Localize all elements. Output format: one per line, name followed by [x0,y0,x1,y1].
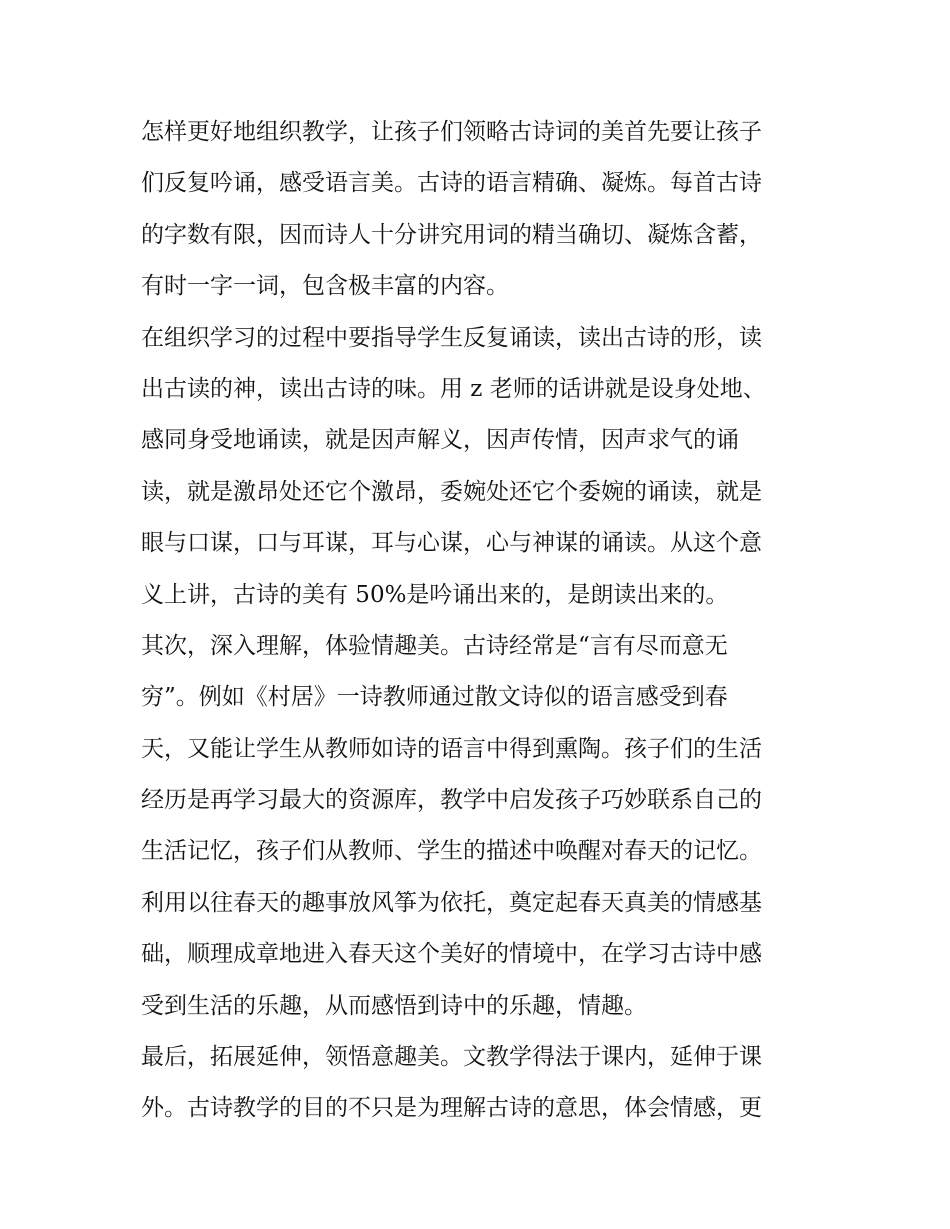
text-line-16: 利用以往春天的趣事放风筝为依托，奠定起春天真美的情感基 [141,889,762,916]
text-line-2: 们反复吟诵，感受语言美。古诗的语言精确、凝炼。每首古诗 [141,170,762,197]
text-line-18: 受到生活的乐趣，从而感悟到诗中的乐趣，情趣。 [141,992,647,1019]
text-line-19: 最后，拓展延伸，领悟意趣美。文教学得法于课内，延伸于课 [141,1044,762,1071]
text-line-10: 义上讲，古诗的美有 50%是吟诵出来的，是朗读出来的。 [141,581,729,608]
text-line-7: 感同身受地诵读，就是因声解义，因声传情，因声求气的诵 [141,427,739,454]
text-line-6: 出古读的神，读出古诗的味。用 z 老师的话讲就是设身处地、 [141,375,766,402]
text-line-1: 怎样更好地组织教学，让孩子们领略古诗词的美首先要让孩子 [141,119,762,145]
document-body [141,107,821,1135]
text-line-14: 经历是再学习最大的资源库，教学中启发孩子巧妙联系自己的 [141,787,762,814]
text-line-8: 读，就是激昂处还它个激昂，委婉处还它个委婉的诵读，就是 [141,478,762,505]
text-line-17: 础，顺理成章地进入春天这个美好的情境中，在学习古诗中感 [141,941,762,968]
text-line-15: 生活记忆，孩子们从教师、学生的描述中唤醒对春天的记忆。 [141,838,762,865]
text-line-4: 有时一字一词，包含极丰富的内容。 [141,273,509,300]
text-line-3: 的字数有限，因而诗人十分讲究用词的精当确切、凝炼含蓄， [141,221,762,248]
text-line-9: 眼与口谋，口与耳谋，耳与心谋，心与神谋的诵读。从这个意 [141,530,762,557]
text-line-20: 外。古诗教学的目的不只是为理解古诗的意思，体会情感，更 [141,1095,762,1122]
text-line-12: 穷”。例如《村居》一诗教师通过散文诗似的语言感受到春 [141,684,728,711]
text-line-5: 在组织学习的过程中要指导学生反复诵读，读出古诗的形，读 [141,324,762,351]
text-line-13: 天，又能让学生从教师如诗的语言中得到熏陶。孩子们的生活 [141,735,762,762]
text-line-11: 其次，深入理解，体验情趣美。古诗经常是“言有尽而意无 [141,632,728,659]
